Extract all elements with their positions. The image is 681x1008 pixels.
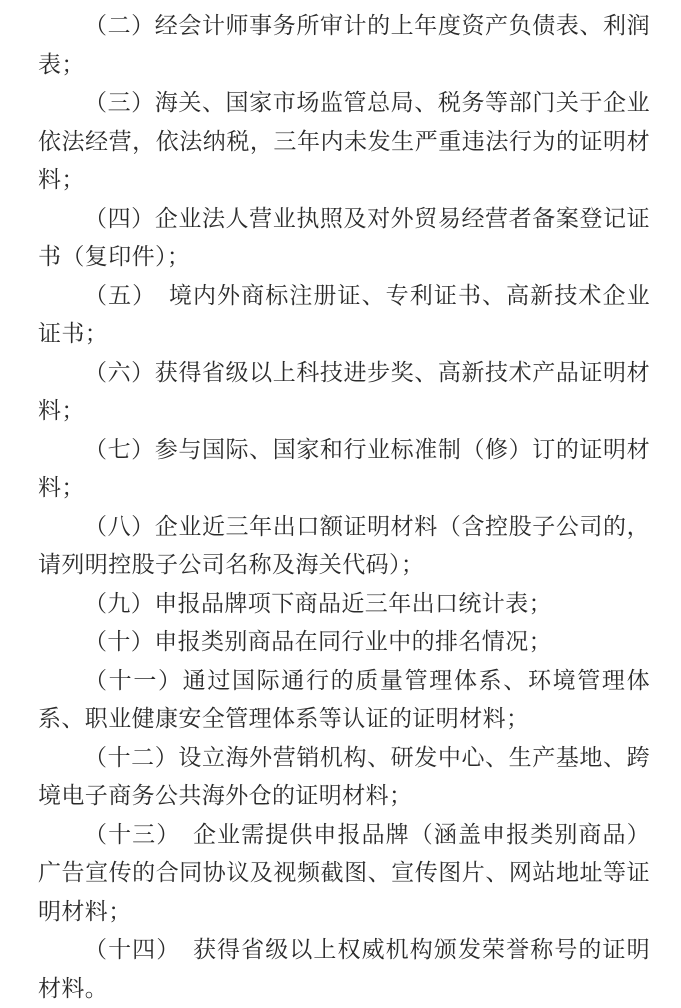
list-item-3: （三）海关、国家市场监管总局、税务等部门关于企业依法经营，依法纳税，三年内未发生严重违法行为的证明材料；: [38, 90, 650, 192]
list-item-14: （十四） 获得省级以上权威机构颁发荣誉称号的证明材料。: [38, 937, 650, 1001]
list-item-11: （十一）通过国际通行的质量管理体系、环境管理体系、职业健康安全管理体系等认证的证明材料；: [38, 667, 650, 731]
list-item-13: （十三） 企业需提供申报品牌（涵盖申报类别商品）广告宣传的合同协议及视频截图、宣传图片、网站地址等证明材料；: [38, 821, 650, 924]
list-item-5: （五） 境内外商标注册证、专利证书、高新技术企业证书；: [38, 282, 650, 346]
list-item-4: （四）企业法人营业执照及对外贸易经营者备案登记证书（复印件）；: [38, 205, 650, 269]
list-item-9: （九）申报品牌项下商品近三年出口统计表；: [84, 590, 552, 616]
list-item-10: （十）申报类别商品在同行业中的排名情况；: [84, 629, 552, 654]
list-item-6: （六）获得省级以上科技进步奖、高新技术产品证明材料；: [38, 359, 650, 423]
list-item-12: （十二）设立海外营销机构、研发中心、生产基地、跨境电子商务公共海外仓的证明材料；: [38, 744, 650, 808]
list-item-2: （二）经会计师事务所审计的上年度资产负债表、利润表；: [38, 13, 650, 77]
list-item-7: （七）参与国际、国家和行业标准制（修）订的证明材料；: [38, 436, 650, 500]
list-item-8: （八）企业近三年出口额证明材料（含控股子公司的，请列明控股子公司名称及海关代码）；: [38, 513, 650, 577]
